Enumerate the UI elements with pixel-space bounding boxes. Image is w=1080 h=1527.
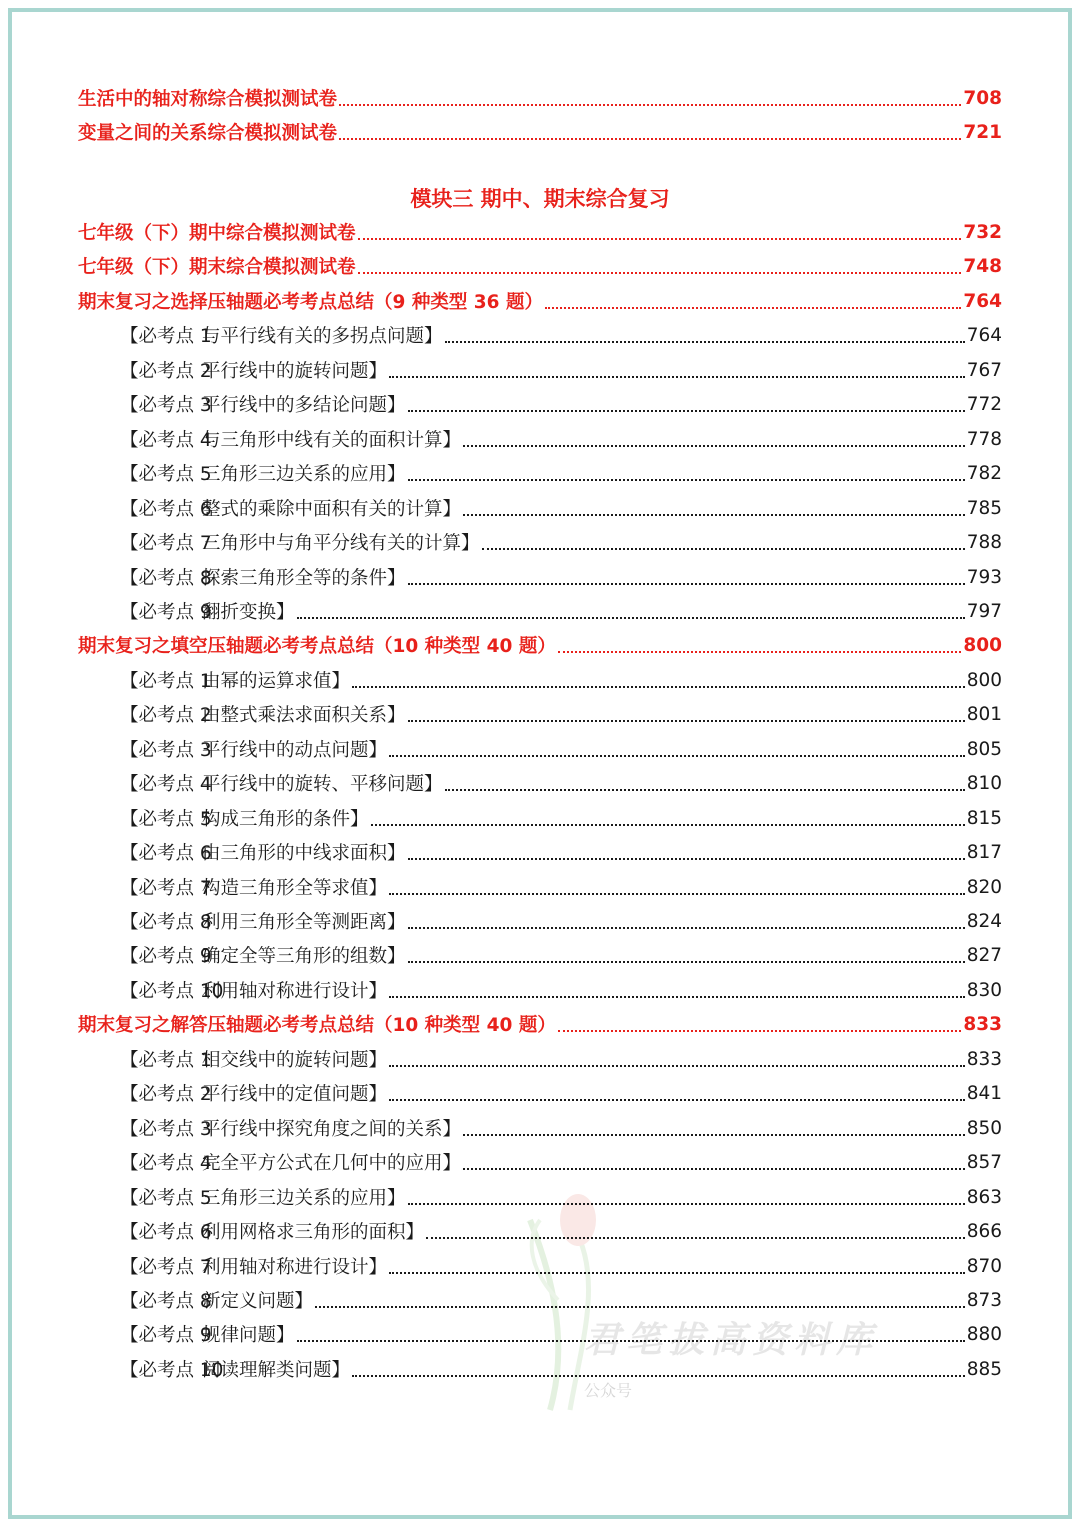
dot-leader	[445, 341, 965, 343]
dot-leader	[315, 1306, 965, 1308]
toc-subentry[interactable]	[120, 1180, 1002, 1214]
toc-entry[interactable]	[78, 115, 1002, 149]
toc-subentry[interactable]	[120, 1111, 1002, 1145]
toc-entry-title: 期末复习之选择压轴题必考考点总结（9 种类型 36 题）	[78, 292, 543, 313]
toc-subentry[interactable]	[120, 1076, 1002, 1110]
toc-subentry-page: 797	[966, 600, 1002, 622]
dot-leader	[358, 272, 962, 274]
toc-entry-page: 800	[963, 634, 1002, 656]
toc-subentry-number: 【必考点 3	[120, 740, 212, 761]
toc-subentry-number: 【必考点 1	[120, 326, 212, 347]
toc-entry-page: 833	[963, 1013, 1002, 1035]
toc-subentry-title: 与三角形中线有关的面积计算】	[202, 430, 462, 451]
dot-leader	[408, 927, 965, 929]
toc-subentry-number: 【必考点 9	[120, 946, 212, 967]
dot-leader	[426, 1237, 965, 1239]
dot-leader	[389, 1065, 965, 1067]
dot-leader	[463, 514, 965, 516]
dot-leader	[482, 548, 965, 550]
toc-subentry[interactable]	[120, 1042, 1002, 1076]
toc-subentry-number: 【必考点 8	[120, 1291, 212, 1312]
toc-subentry-page: 767	[966, 359, 1002, 381]
toc-subentry-number: 【必考点 2	[120, 705, 212, 726]
watermark-subtext: 公众号	[584, 1381, 633, 1400]
toc-subentry-page: 830	[966, 979, 1002, 1001]
dot-leader	[389, 1272, 965, 1274]
toc-subentry-title: 新定义问题】	[202, 1291, 314, 1312]
toc-subentry-title: 平行线中的旋转、平移问题】	[202, 774, 443, 795]
dot-leader	[408, 858, 965, 860]
dot-leader	[352, 1375, 965, 1377]
toc-subentry[interactable]	[120, 766, 1002, 800]
toc-subentry-title: 阅读理解类问题】	[202, 1360, 351, 1381]
toc-subentry[interactable]	[120, 732, 1002, 766]
toc-subentry[interactable]	[120, 904, 1002, 938]
toc-entry-title: 期末复习之解答压轴题必考考点总结（10 种类型 40 题）	[78, 1015, 556, 1036]
dot-leader	[408, 410, 965, 412]
dot-leader	[297, 1340, 965, 1342]
toc-subentry[interactable]	[120, 560, 1002, 594]
toc-subentry-page: 827	[966, 944, 1002, 966]
toc-subentry[interactable]	[120, 938, 1002, 972]
toc-subentry-number: 【必考点 5	[120, 464, 212, 485]
toc-subentry-title: 由三角形的中线求面积】	[202, 843, 406, 864]
toc-subentry-title: 探索三角形全等的条件】	[202, 568, 406, 589]
toc-subentry[interactable]	[120, 1352, 1002, 1386]
toc-subentry-number: 【必考点 1	[120, 1050, 212, 1071]
toc-subentry-title: 由整式乘法求面积关系】	[202, 705, 406, 726]
dot-leader	[389, 996, 965, 998]
toc-subentry-page: 782	[966, 462, 1002, 484]
toc-subentry-title: 三角形中与角平分线有关的计算】	[202, 533, 480, 554]
toc-subentry[interactable]	[120, 697, 1002, 731]
toc-entry-page: 721	[963, 121, 1002, 143]
toc-subentry-title: 平行线中的动点问题】	[202, 740, 388, 761]
toc-subentry-title: 与平行线有关的多拐点问题】	[202, 326, 443, 347]
toc-subentry-title: 翻折变换】	[202, 602, 295, 623]
toc-subentry-title: 构造三角形全等求值】	[202, 878, 388, 899]
toc-entry-page: 764	[963, 290, 1002, 312]
toc-subentry-page: 880	[966, 1323, 1002, 1345]
toc-subentry-page: 800	[966, 669, 1002, 691]
toc-subentry-page: 817	[966, 841, 1002, 863]
toc-subentry-number: 【必考点 6	[120, 499, 212, 520]
dot-leader	[463, 445, 965, 447]
toc-subentry-title: 利用轴对称进行设计】	[202, 981, 388, 1002]
toc-subentry-page: 870	[966, 1255, 1002, 1277]
toc-subentry-page: 793	[966, 566, 1002, 588]
toc-subentry-number: 【必考点 6	[120, 843, 212, 864]
toc-subentry-number: 【必考点 1	[120, 671, 212, 692]
toc-subentry[interactable]	[120, 870, 1002, 904]
toc-subentry-page: 873	[966, 1289, 1002, 1311]
toc-subentry-page: 805	[966, 738, 1002, 760]
toc-subentry-page: 841	[966, 1082, 1002, 1104]
toc-subentry-number: 【必考点 4	[120, 1153, 212, 1174]
toc-subentry[interactable]	[120, 422, 1002, 456]
dot-leader	[408, 583, 965, 585]
dot-leader	[408, 720, 965, 722]
toc-subentry-title: 平行线中的多结论问题】	[202, 395, 406, 416]
toc-subentry-title: 平行线中的定值问题】	[202, 1084, 388, 1105]
toc-subentry-title: 完全平方公式在几何中的应用】	[202, 1153, 462, 1174]
dot-leader	[558, 1030, 962, 1032]
module-heading: 模块三 期中、期末综合复习	[410, 187, 670, 211]
toc-subentry-title: 平行线中的旋转问题】	[202, 361, 388, 382]
toc-subentry-number: 【必考点 7	[120, 878, 212, 899]
dot-leader	[389, 893, 965, 895]
toc-subentry-title: 确定全等三角形的组数】	[202, 946, 406, 967]
toc-subentry-number: 【必考点 3	[120, 1119, 212, 1140]
dot-leader	[371, 824, 965, 826]
dot-leader	[545, 307, 961, 309]
toc-subentry-title: 规律问题】	[202, 1325, 295, 1346]
toc-subentry[interactable]	[120, 456, 1002, 490]
dot-leader	[408, 1203, 965, 1205]
toc-subentry[interactable]	[120, 1317, 1002, 1351]
dot-leader	[408, 961, 965, 963]
toc-subentry-page: 850	[966, 1117, 1002, 1139]
toc-subentry[interactable]	[120, 491, 1002, 525]
toc-subentry-page: 764	[966, 324, 1002, 346]
toc-subentry-page: 772	[966, 393, 1002, 415]
watermark-text: 君笔拔高资料库	[584, 1319, 879, 1361]
toc-entry-title: 变量之间的关系综合模拟测试卷	[78, 123, 338, 144]
toc-subentry-title: 构成三角形的条件】	[202, 809, 369, 830]
dot-leader	[389, 376, 965, 378]
toc-subentry-page: 885	[966, 1358, 1002, 1380]
toc-entry-page: 748	[963, 255, 1002, 277]
toc-subentry-number: 【必考点 10	[120, 981, 224, 1002]
toc-subentry[interactable]	[120, 525, 1002, 559]
dot-leader	[558, 651, 962, 653]
dot-leader	[389, 755, 965, 757]
toc-subentry-number: 【必考点 7	[120, 1257, 212, 1278]
toc-subentry-number: 【必考点 8	[120, 912, 212, 933]
toc-entry-title: 七年级（下）期中综合模拟测试卷	[78, 223, 356, 244]
toc-entry-title: 期末复习之填空压轴题必考考点总结（10 种类型 40 题）	[78, 636, 556, 657]
toc-entry[interactable]	[78, 284, 1002, 318]
toc-entry-title: 七年级（下）期末综合模拟测试卷	[78, 257, 356, 278]
toc-subentry-page: 778	[966, 428, 1002, 450]
toc-subentry[interactable]	[120, 353, 1002, 387]
toc-subentry[interactable]	[120, 318, 1002, 352]
toc-subentry-title: 三角形三边关系的应用】	[202, 1188, 406, 1209]
toc-subentry[interactable]	[120, 801, 1002, 835]
toc-subentry-page: 815	[966, 807, 1002, 829]
dot-leader	[445, 789, 965, 791]
toc-subentry-number: 【必考点 5	[120, 1188, 212, 1209]
dot-leader	[358, 238, 962, 240]
toc-subentry-title: 整式的乘除中面积有关的计算】	[202, 499, 462, 520]
dot-leader	[408, 479, 965, 481]
toc-subentry-number: 【必考点 9	[120, 1325, 212, 1346]
toc-subentry-page: 785	[966, 497, 1002, 519]
toc-subentry-number: 【必考点 2	[120, 1084, 212, 1105]
toc-subentry-number: 【必考点 5	[120, 809, 212, 830]
toc-entry[interactable]	[78, 1007, 1002, 1041]
toc-subentry-page: 866	[966, 1220, 1002, 1242]
toc-subentry-title: 由幂的运算求值】	[202, 671, 351, 692]
toc-entry[interactable]	[78, 81, 1002, 115]
toc-subentry[interactable]	[120, 387, 1002, 421]
toc-subentry-number: 【必考点 3	[120, 395, 212, 416]
toc-subentry[interactable]	[120, 1214, 1002, 1248]
dot-leader	[339, 138, 961, 140]
toc-entry[interactable]	[78, 628, 1002, 662]
toc-subentry-number: 【必考点 2	[120, 361, 212, 382]
toc-subentry-page: 857	[966, 1151, 1002, 1173]
dot-leader	[463, 1168, 965, 1170]
toc-subentry-number: 【必考点 10	[120, 1360, 224, 1381]
toc-subentry[interactable]	[120, 663, 1002, 697]
toc-subentry[interactable]	[120, 1283, 1002, 1317]
toc-subentry-page: 833	[966, 1048, 1002, 1070]
toc-subentry-title: 相交线中的旋转问题】	[202, 1050, 388, 1071]
toc-entry-page: 708	[963, 87, 1002, 109]
dot-leader	[463, 1134, 965, 1136]
toc-subentry-number: 【必考点 4	[120, 774, 212, 795]
toc-subentry-title: 利用网格求三角形的面积】	[202, 1222, 425, 1243]
dot-leader	[389, 1099, 965, 1101]
toc-subentry[interactable]	[120, 835, 1002, 869]
toc-subentry-number: 【必考点 7	[120, 533, 212, 554]
toc-entry[interactable]	[78, 215, 1002, 249]
dot-leader	[339, 104, 961, 106]
toc-subentry[interactable]	[120, 1249, 1002, 1283]
toc-subentry-title: 利用三角形全等测距离】	[202, 912, 406, 933]
toc-subentry-number: 【必考点 8	[120, 568, 212, 589]
toc-entry-title: 生活中的轴对称综合模拟测试卷	[78, 89, 338, 110]
toc-subentry-page: 820	[966, 876, 1002, 898]
dot-leader	[352, 686, 965, 688]
toc-subentry-page: 863	[966, 1186, 1002, 1208]
toc-entry[interactable]	[78, 249, 1002, 283]
toc-subentry-page: 810	[966, 772, 1002, 794]
toc-subentry-title: 利用轴对称进行设计】	[202, 1257, 388, 1278]
toc-subentry[interactable]	[120, 1145, 1002, 1179]
toc-subentry-title: 三角形三边关系的应用】	[202, 464, 406, 485]
toc-subentry-title: 平行线中探究角度之间的关系】	[202, 1119, 462, 1140]
toc-entry-page: 732	[963, 221, 1002, 243]
toc-subentry-page: 801	[966, 703, 1002, 725]
toc-subentry[interactable]	[120, 594, 1002, 628]
toc-subentry-page: 788	[966, 531, 1002, 553]
toc-subentry-page: 824	[966, 910, 1002, 932]
dot-leader	[297, 617, 965, 619]
toc-subentry-number: 【必考点 9	[120, 602, 212, 623]
toc-subentry[interactable]	[120, 973, 1002, 1007]
toc-subentry-number: 【必考点 6	[120, 1222, 212, 1243]
toc-subentry-number: 【必考点 4	[120, 430, 212, 451]
